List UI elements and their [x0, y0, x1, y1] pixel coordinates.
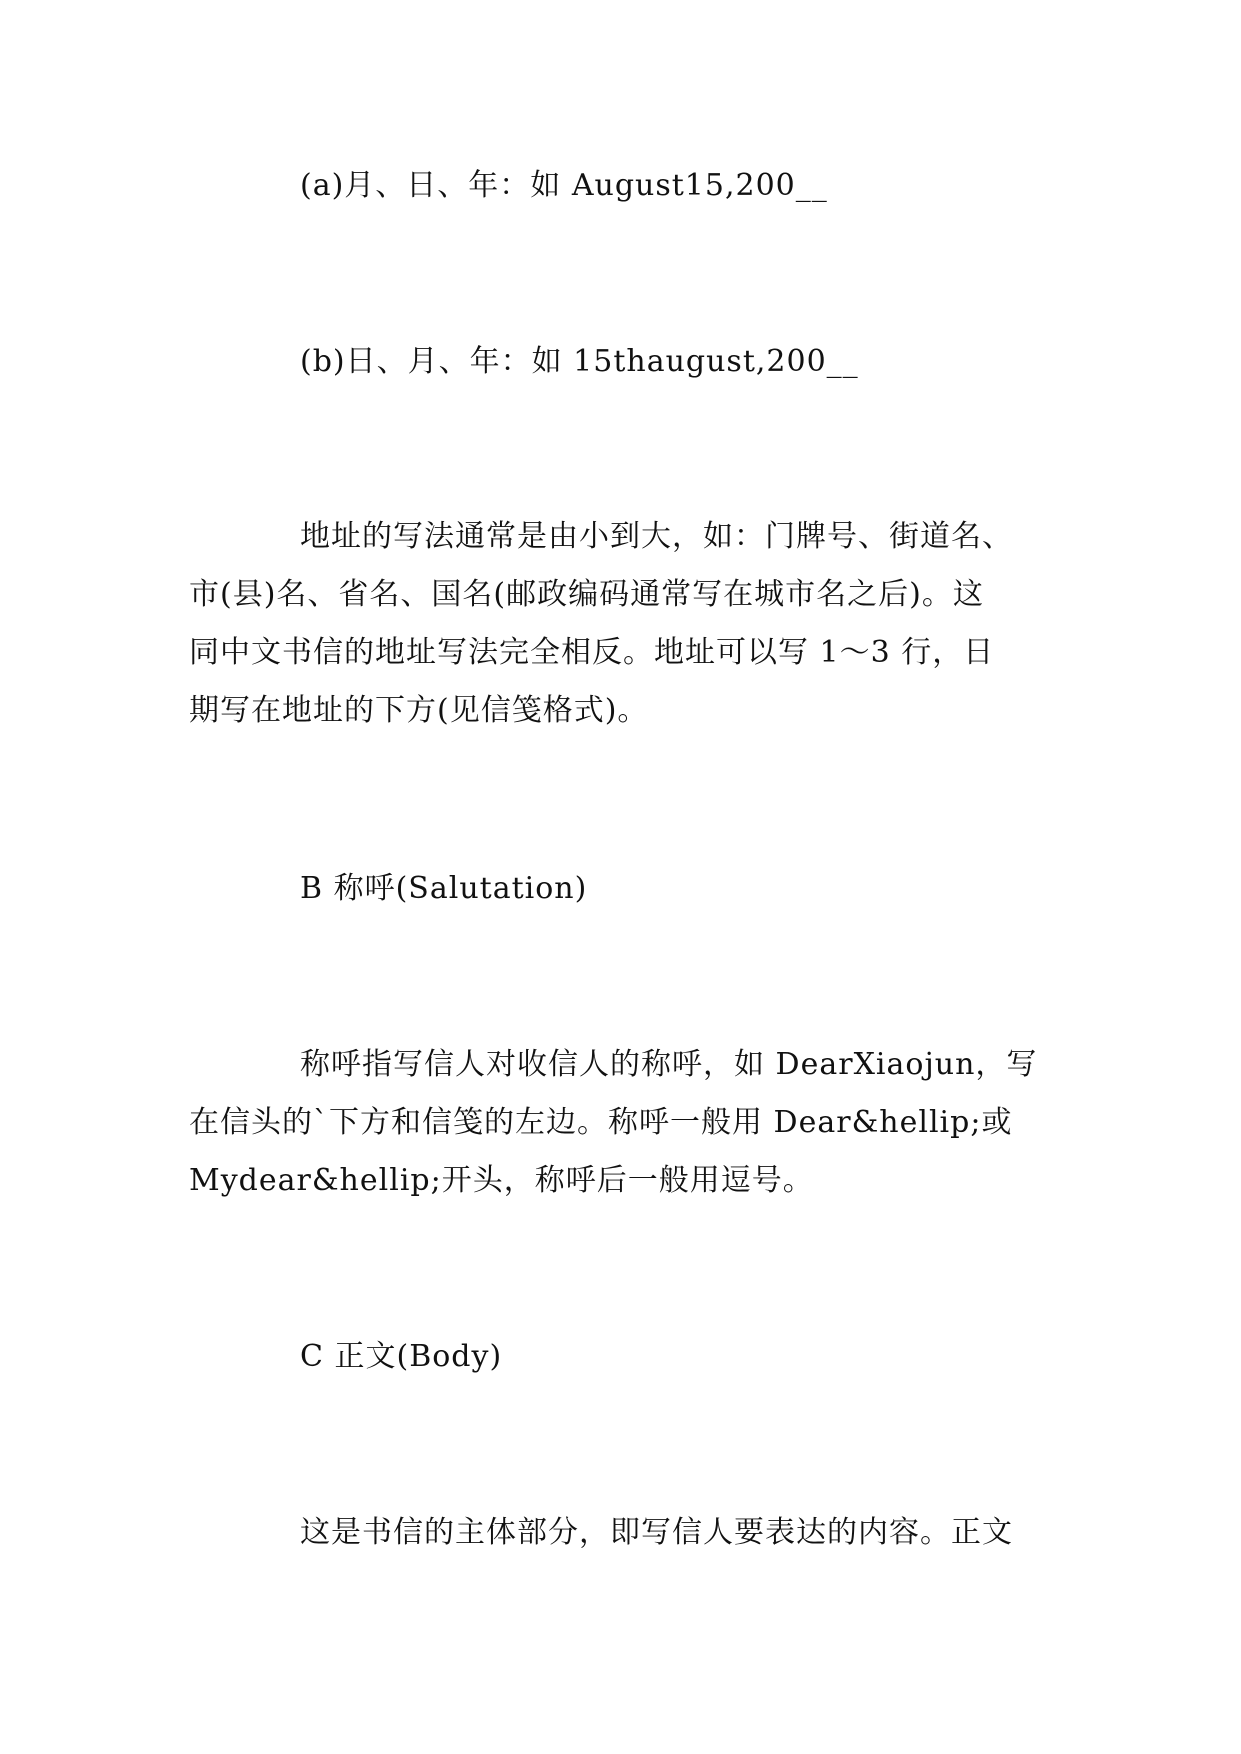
section-heading-body: C 正文(Body): [300, 1339, 503, 1374]
salutation-paragraph-line-1: 称呼指写信人对收信人的称呼，如 DearXiaojun，写: [300, 1047, 1038, 1082]
section-heading-salutation: B 称呼(Salutation): [300, 871, 588, 906]
body-paragraph-line-1: 这是书信的主体部分，即写信人要表达的内容。正文: [300, 1515, 1013, 1550]
address-paragraph-line-3: 同中文书信的地址写法完全相反。地址可以写 1～3 行，日: [189, 635, 995, 670]
salutation-paragraph-line-2: 在信头的`下方和信笺的左边。称呼一般用 Dear&hellip;或: [189, 1105, 1013, 1140]
date-format-b: (b)日、月、年：如 15thaugust,200__: [300, 344, 859, 379]
address-paragraph-line-1: 地址的写法通常是由小到大，如：门牌号、街道名、: [300, 519, 1013, 554]
salutation-paragraph-line-3: Mydear&hellip;开头，称呼后一般用逗号。: [189, 1163, 814, 1198]
address-paragraph-line-4: 期写在地址的下方(见信笺格式)。: [189, 693, 649, 728]
address-paragraph-line-2: 市(县)名、省名、国名(邮政编码通常写在城市名之后)。这: [189, 577, 984, 612]
date-format-a: (a)月、日、年：如 August15,200__: [300, 168, 828, 203]
